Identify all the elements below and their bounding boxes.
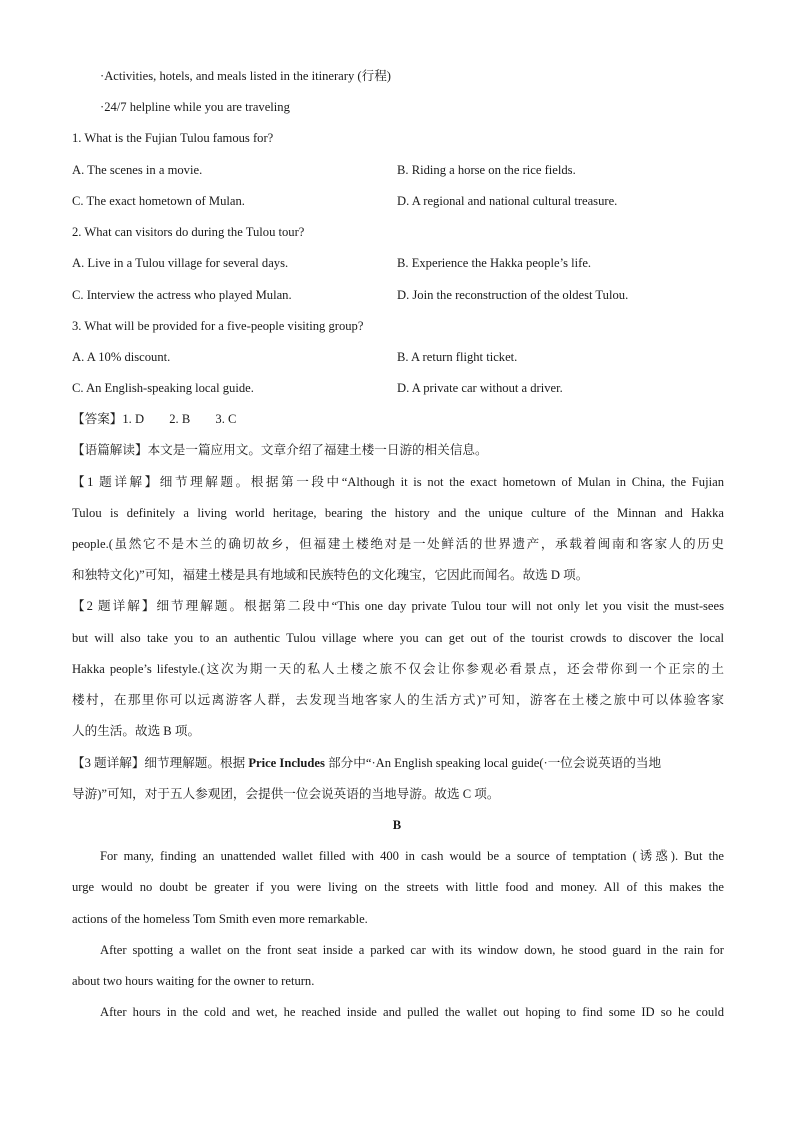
passage-summary: 【语篇解读】本文是一篇应用文。文章介绍了福建土楼一日游的相关信息。 xyxy=(72,443,488,457)
passage-p1-line-1: For many, finding an unattended wallet filled with 400 in cash would be a source of temptation (诱惑). But the xyxy=(100,849,724,863)
section-label: B xyxy=(392,818,402,832)
itinerary-bullet: ·Activities, hotels, and meals listed in the itinerary (行程) xyxy=(100,69,391,83)
detail-3-suffix: 部分中“·An English speaking local guide(·一位会说英语的当地 xyxy=(324,756,662,770)
question-2-option-a: A. Live in a Tulou village for several days. xyxy=(72,256,289,270)
detail-3-line-1 xyxy=(72,754,724,772)
question-1-option-d: D. A regional and national cultural treasure. xyxy=(397,194,618,208)
question-3-option-b: B. A return flight ticket. xyxy=(397,350,518,364)
passage-p1-line-2: urge would no doubt be greater if you were living on the streets with little food and money. All of this makes the xyxy=(72,880,724,894)
question-1-option-b: B. Riding a horse on the rice fields. xyxy=(397,163,576,177)
question-2-option-d: D. Join the reconstruction of the oldest Tulou. xyxy=(397,288,629,302)
passage-p1-line-3: actions of the homeless Tom Smith even more remarkable. xyxy=(72,912,368,926)
detail-3-prefix: 【3 题详解】细节理解题。根据 xyxy=(72,756,249,770)
answer-key: 【答案】1. D 2. B 3. C xyxy=(72,412,237,426)
detail-2-line-5: 人的生活。故选 B 项。 xyxy=(72,724,201,738)
detail-1-line-4: 和独特文化)”可知，福建土楼是具有地域和民族特色的文化瑰宝，它因此而闻名。故选 D 项。 xyxy=(72,568,589,582)
detail-1-line-1: 【1 题详解】细节理解题。根据第一段中“Although it is not the exact hometown of Mulan in China, the Fujian xyxy=(72,475,724,489)
question-2-stem: 2. What can visitors do during the Tulou tour? xyxy=(72,225,305,239)
price-includes-label: Price Includes xyxy=(248,756,325,770)
question-2-option-b: B. Experience the Hakka people’s life. xyxy=(397,256,592,270)
detail-1-line-2: Tulou is definitely a living world heritage, bearing the history and the unique culture of the Minnan and Hakka xyxy=(72,506,724,520)
question-3-option-d: D. A private car without a driver. xyxy=(397,381,563,395)
question-3-option-c: C. An English-speaking local guide. xyxy=(72,381,254,395)
detail-2-line-1: 【2 题详解】细节理解题。根据第二段中“This one day private Tulou tour will not only let you visit the must-sees xyxy=(72,599,724,613)
question-3-stem: 3. What will be provided for a five-people visiting group? xyxy=(72,319,364,333)
detail-1-line-3: people.(虽然它不是木兰的确切故乡，但福建土楼绝对是一处鲜活的世界遗产，承载着闽南和客家人的历史 xyxy=(72,537,724,551)
detail-2-line-4: 楼村，在那里你可以远离游客人群，去发现当地客家人的生活方式)”可知，游客在土楼之旅中可以体验客家 xyxy=(72,693,724,707)
helpline-bullet: ·24/7 helpline while you are traveling xyxy=(100,100,290,114)
question-1-stem: 1. What is the Fujian Tulou famous for? xyxy=(72,131,274,145)
detail-2-line-3: Hakka people’s lifestyle.(这次为期一天的私人土楼之旅不仅会让你参观必看景点，还会带你到一个正宗的土 xyxy=(72,662,724,676)
detail-2-line-2: but will also take you to an authentic Tulou village where you can get out of the tourist crowds to discover the local xyxy=(72,631,724,645)
passage-p2-line-1: After spotting a wallet on the front seat inside a parked car with its window down, he stood guard in the rain for xyxy=(100,943,724,957)
question-2-option-c: C. Interview the actress who played Mulan. xyxy=(72,288,292,302)
detail-3-line-2: 导游)”可知，对于五人参观团，会提供一位会说英语的当地导游。故选 C 项。 xyxy=(72,787,500,801)
passage-p2-line-2: about two hours waiting for the owner to return. xyxy=(72,974,315,988)
question-1-option-a: A. The scenes in a movie. xyxy=(72,163,203,177)
question-3-option-a: A. A 10% discount. xyxy=(72,350,171,364)
passage-p3-line-1: After hours in the cold and wet, he reached inside and pulled the wallet out hoping to find some ID so he could xyxy=(100,1005,724,1019)
question-1-option-c: C. The exact hometown of Mulan. xyxy=(72,194,245,208)
